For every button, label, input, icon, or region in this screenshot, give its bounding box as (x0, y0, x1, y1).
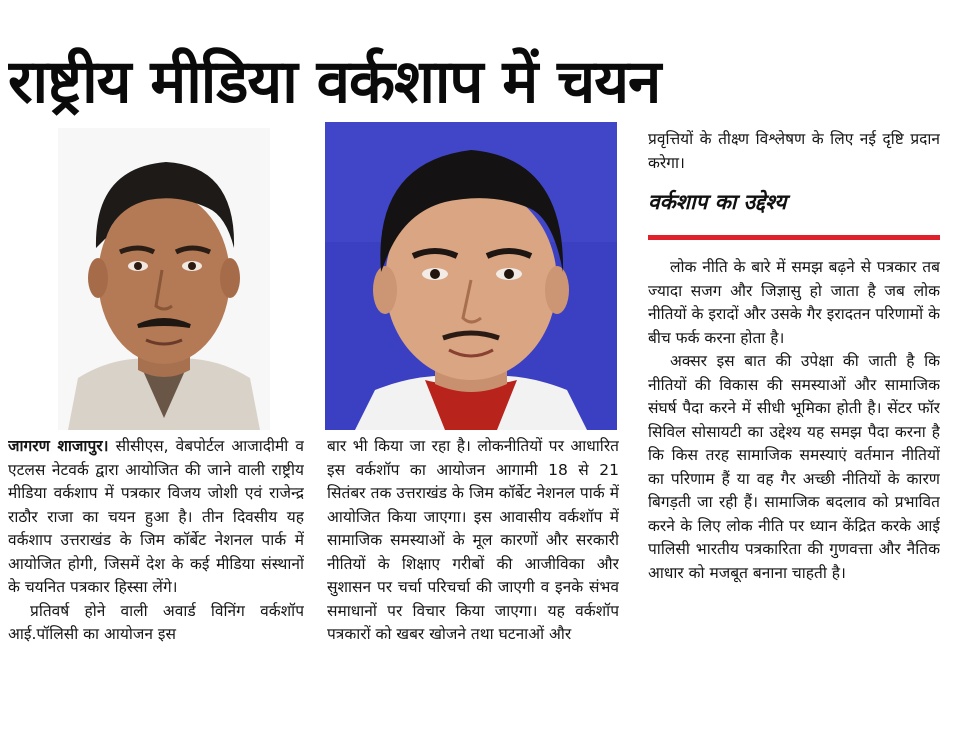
article-column-2 (327, 435, 619, 735)
article-column-1 (8, 435, 304, 735)
portrait-photo-rajendra-rathore (325, 122, 617, 430)
subheading: वर्कशाप का उद्देश्य (648, 190, 787, 214)
paragraph-continued: बार भी किया जा रहा है। लोकनीतियों पर आधारित इस वर्कशॉप का आयोजन आगामी 18 से 21 सितंबर तक उत्तराखंड के जिम कॉर्बेट नेशनल पार्क में आयोजित किया जाएगा। इस आवासीय वर्कशॉप में सामाजिक समस्याओं के मूल कारणों और सरकारी नीतियों के शिक्षाए गरीबों की आजीविका और सुशासन पर चर्चा परिचर्चा की जाएगी व इनके संभव समाधानों पर विचार किया जाएगा। यह वर्कशॉप पत्रकारों को खबर खोजने तथा घटनाओं और (327, 437, 619, 643)
headline: राष्ट्रीय मीडिया वर्कशाप में चयन (8, 47, 661, 117)
paragraph-continued-2: प्रवृत्तियों के तीक्ष्ण विश्लेषण के लिए नई दृष्टि प्रदान करेगा। (648, 130, 940, 172)
paragraph-1 (8, 435, 304, 600)
paragraph-1-body: सीसीएस, वेबपोर्टल आजादीमी व एटलस नेटवर्क द्वारा आयोजित की जाने वाली राष्ट्रीय मीडिया वर्कशाप में पत्रकार विजय जोशी एवं राजेन्द्र राठौर राजा का चयन हुआ है। तीन दिवसीय यह वर्कशाप उत्तराखंड के जिम कॉर्बेट नेशनल पार्क में आयोजित होगी, जिसमें देश के कई मीडिया संस्थानों के चयनित पत्रकार हिस्सा लेंगे। (8, 437, 304, 596)
paragraph-3: लोक नीति के बारे में समझ बढ़ने से पत्रकार तब ज्यादा सजग और जिज्ञासु हो जाता है जब लोक नीतियों के इरादों और उसके गैर इरादतन परिणामों के बीच फर्क करना होता है। (648, 258, 940, 347)
byline: जागरण शाजापुर। (8, 437, 109, 455)
article-column-3-top (648, 128, 940, 180)
paragraph-2: प्रतिवर्ष होने वाली अवार्ड विनिंग वर्कशॉप आई.पॉलिसी का आयोजन इस (8, 601, 304, 643)
article-column-3 (648, 256, 940, 736)
portrait-photo-vijay-joshi (58, 128, 270, 430)
paragraph-4: अक्सर इस बात की उपेक्षा की जाती है कि नीतियों की विकास की समस्याओं और सामाजिक संघर्ष पैदा करने में सीधी भूमिका होती है। सेंटर फॉर सिविल सोसायटी का उद्देश्य यह समझ पैदा करना है कि किस तरह सामाजिक समस्याएं वर्तमान नीतियों का परिणाम हैं या वह गैर अच्छी नीतियों के कारण बिगड़ती जा रही हैं। सामाजिक बदलाव को प्रभावित करने के लिए लोक नीति पर ध्यान केंद्रित करके आई पालिसी भारतीय पत्रकारिता की गुणवत्ता और नैतिक आधार को मजबूत बनाना चाहती है। (648, 352, 940, 582)
red-divider (648, 235, 940, 240)
